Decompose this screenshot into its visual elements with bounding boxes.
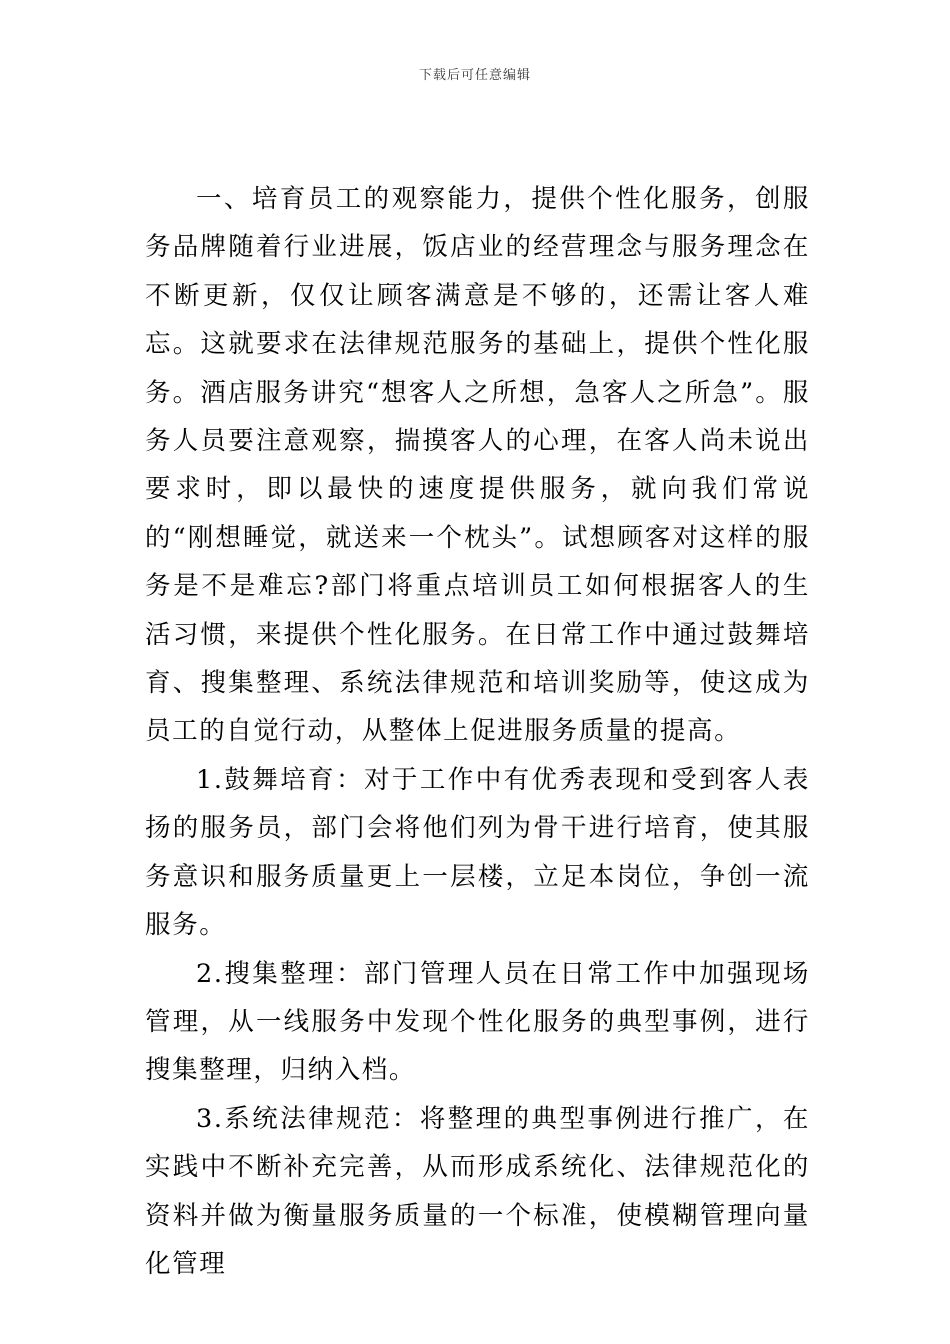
paragraph-item-1: 1.鼓舞培育：对于工作中有优秀表现和受到客人表扬的服务员，部门会将他们列为骨干进行培育，使其服务意识和服务质量更上一层楼，立足本岗位，争创一流服务。 (145, 764, 810, 941)
paragraph-intro: 一、培育员工的观察能力，提供个性化服务，创服务品牌随着行业进展，饭店业的经营理念与服务理念在不断更新，仅仅让顾客满意是不够的，还需让客人难忘。这就要求在法律规范服务的基础上，提供个性化服务。酒店服务讲究“想客人之所想，急客人之所急”。服务人员要注意观察，揣摸客人的心理，在客人尚未说出要求时，即以最快的速度提供服务，就向我们常说的“刚想睡觉，就送来一个枕头”。试想顾客对这样的服务是不是难忘?部门将重点培训员工如何根据客人的生活习惯，来提供个性化服务。在日常工作中通过鼓舞培育、搜集整理、系统法律规范和培训奖励等，使这成为员工的自觉行动，从整体上促进服务质量的提高。 (145, 184, 810, 747)
paragraph-item-3: 3.系统法律规范：将整理的典型事例进行推广，在实践中不断补充完善，从而形成系统化、法律规范化的资料并做为衡量服务质量的一个标准，使模糊管理向量化管理 (145, 1103, 810, 1279)
document-body (145, 175, 810, 1288)
paragraph-item-2: 2.搜集整理：部门管理人员在日常工作中加强现场管理，从一线服务中发现个性化服务的典型事例，进行搜集整理，归纳入档。 (145, 958, 810, 1086)
page-header-note: 下载后可任意编辑 (418, 68, 531, 83)
